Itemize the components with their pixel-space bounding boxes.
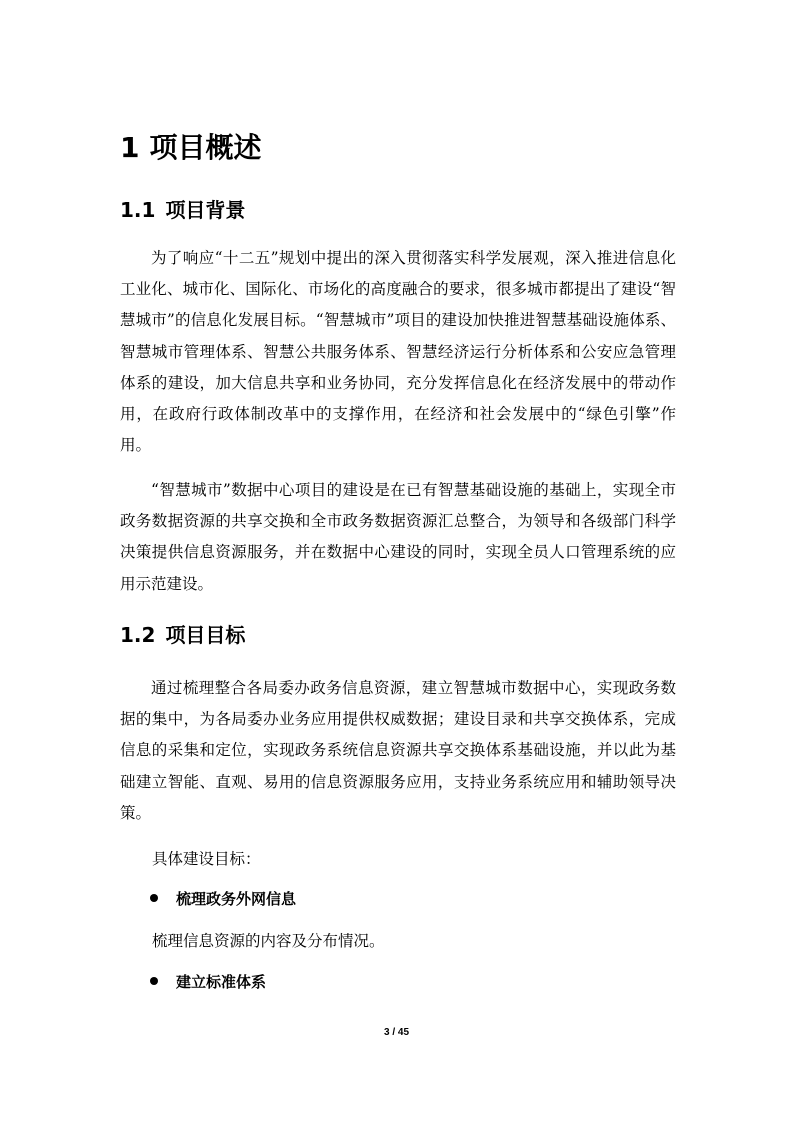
section-number: 1 bbox=[120, 131, 140, 164]
paragraph: “智慧城市”数据中心项目的建设是在已有智慧基础设施的基础上，实现全市政务数据资源的共享交换和全市政务数据资源汇总整合，为领导和各级部门科学决策提供信息资源服务，并在数据中心建设的同时，实现全员人口管理系统的应用示范建设。 bbox=[120, 481, 676, 593]
list-item-title: 建立标准体系 bbox=[176, 973, 267, 991]
paragraph: 通过梳理整合各局委办政务信息资源，建立智慧城市数据中心，实现政务数据的集中，为各局委办业务应用提供权威数据；建设目录和共享交换体系，完成信息的采集和定位，实现政务系统信息资源共享交换体系基础设施，并以此为基础建立智能、直观、易用的信息资源服务应用，支持业务系统应用和辅助领导决策。 bbox=[120, 679, 676, 822]
subsection-number: 1.1 bbox=[120, 198, 156, 222]
bullet-icon bbox=[150, 894, 158, 902]
section-heading bbox=[120, 128, 262, 168]
subsection-title: 项目背景 bbox=[165, 198, 246, 222]
bullet-icon bbox=[150, 977, 158, 985]
list-item-title: 梳理政务外网信息 bbox=[176, 890, 297, 908]
subsection-heading-background bbox=[120, 195, 245, 225]
specific-goals-label: 具体建设目标： bbox=[152, 850, 261, 868]
subsection-number: 1.2 bbox=[120, 623, 156, 647]
subsection-title: 项目目标 bbox=[165, 623, 246, 647]
paragraph: 为了响应“十二五”规划中提出的深入贯彻落实科学发展观，深入推进信息化工业化、城市化、国际化、市场化的高度融合的要求，很多城市都提出了建设“智慧城市”的信息化发展目标。“智慧城市”项目的建设加快推进智慧基础设施体系、智慧城市管理体系、智慧公共服务体系、智慧经济运行分析体系和公安应急管理体系的建设，加大信息共享和业务协同，充分发挥信息化在经济发展中的带动作用，在政府行政体制改革中的支撑作用，在经济和社会发展中的“绿色引擎”作用。 bbox=[120, 249, 676, 455]
list-item-description: 梳理信息资源的内容及分布情况。 bbox=[152, 932, 385, 950]
subsection-heading-goals bbox=[120, 620, 245, 650]
list-item bbox=[150, 970, 266, 994]
page-number: 3 / 45 bbox=[383, 1027, 410, 1038]
section-title: 项目概述 bbox=[149, 131, 262, 164]
list-item bbox=[150, 887, 296, 911]
